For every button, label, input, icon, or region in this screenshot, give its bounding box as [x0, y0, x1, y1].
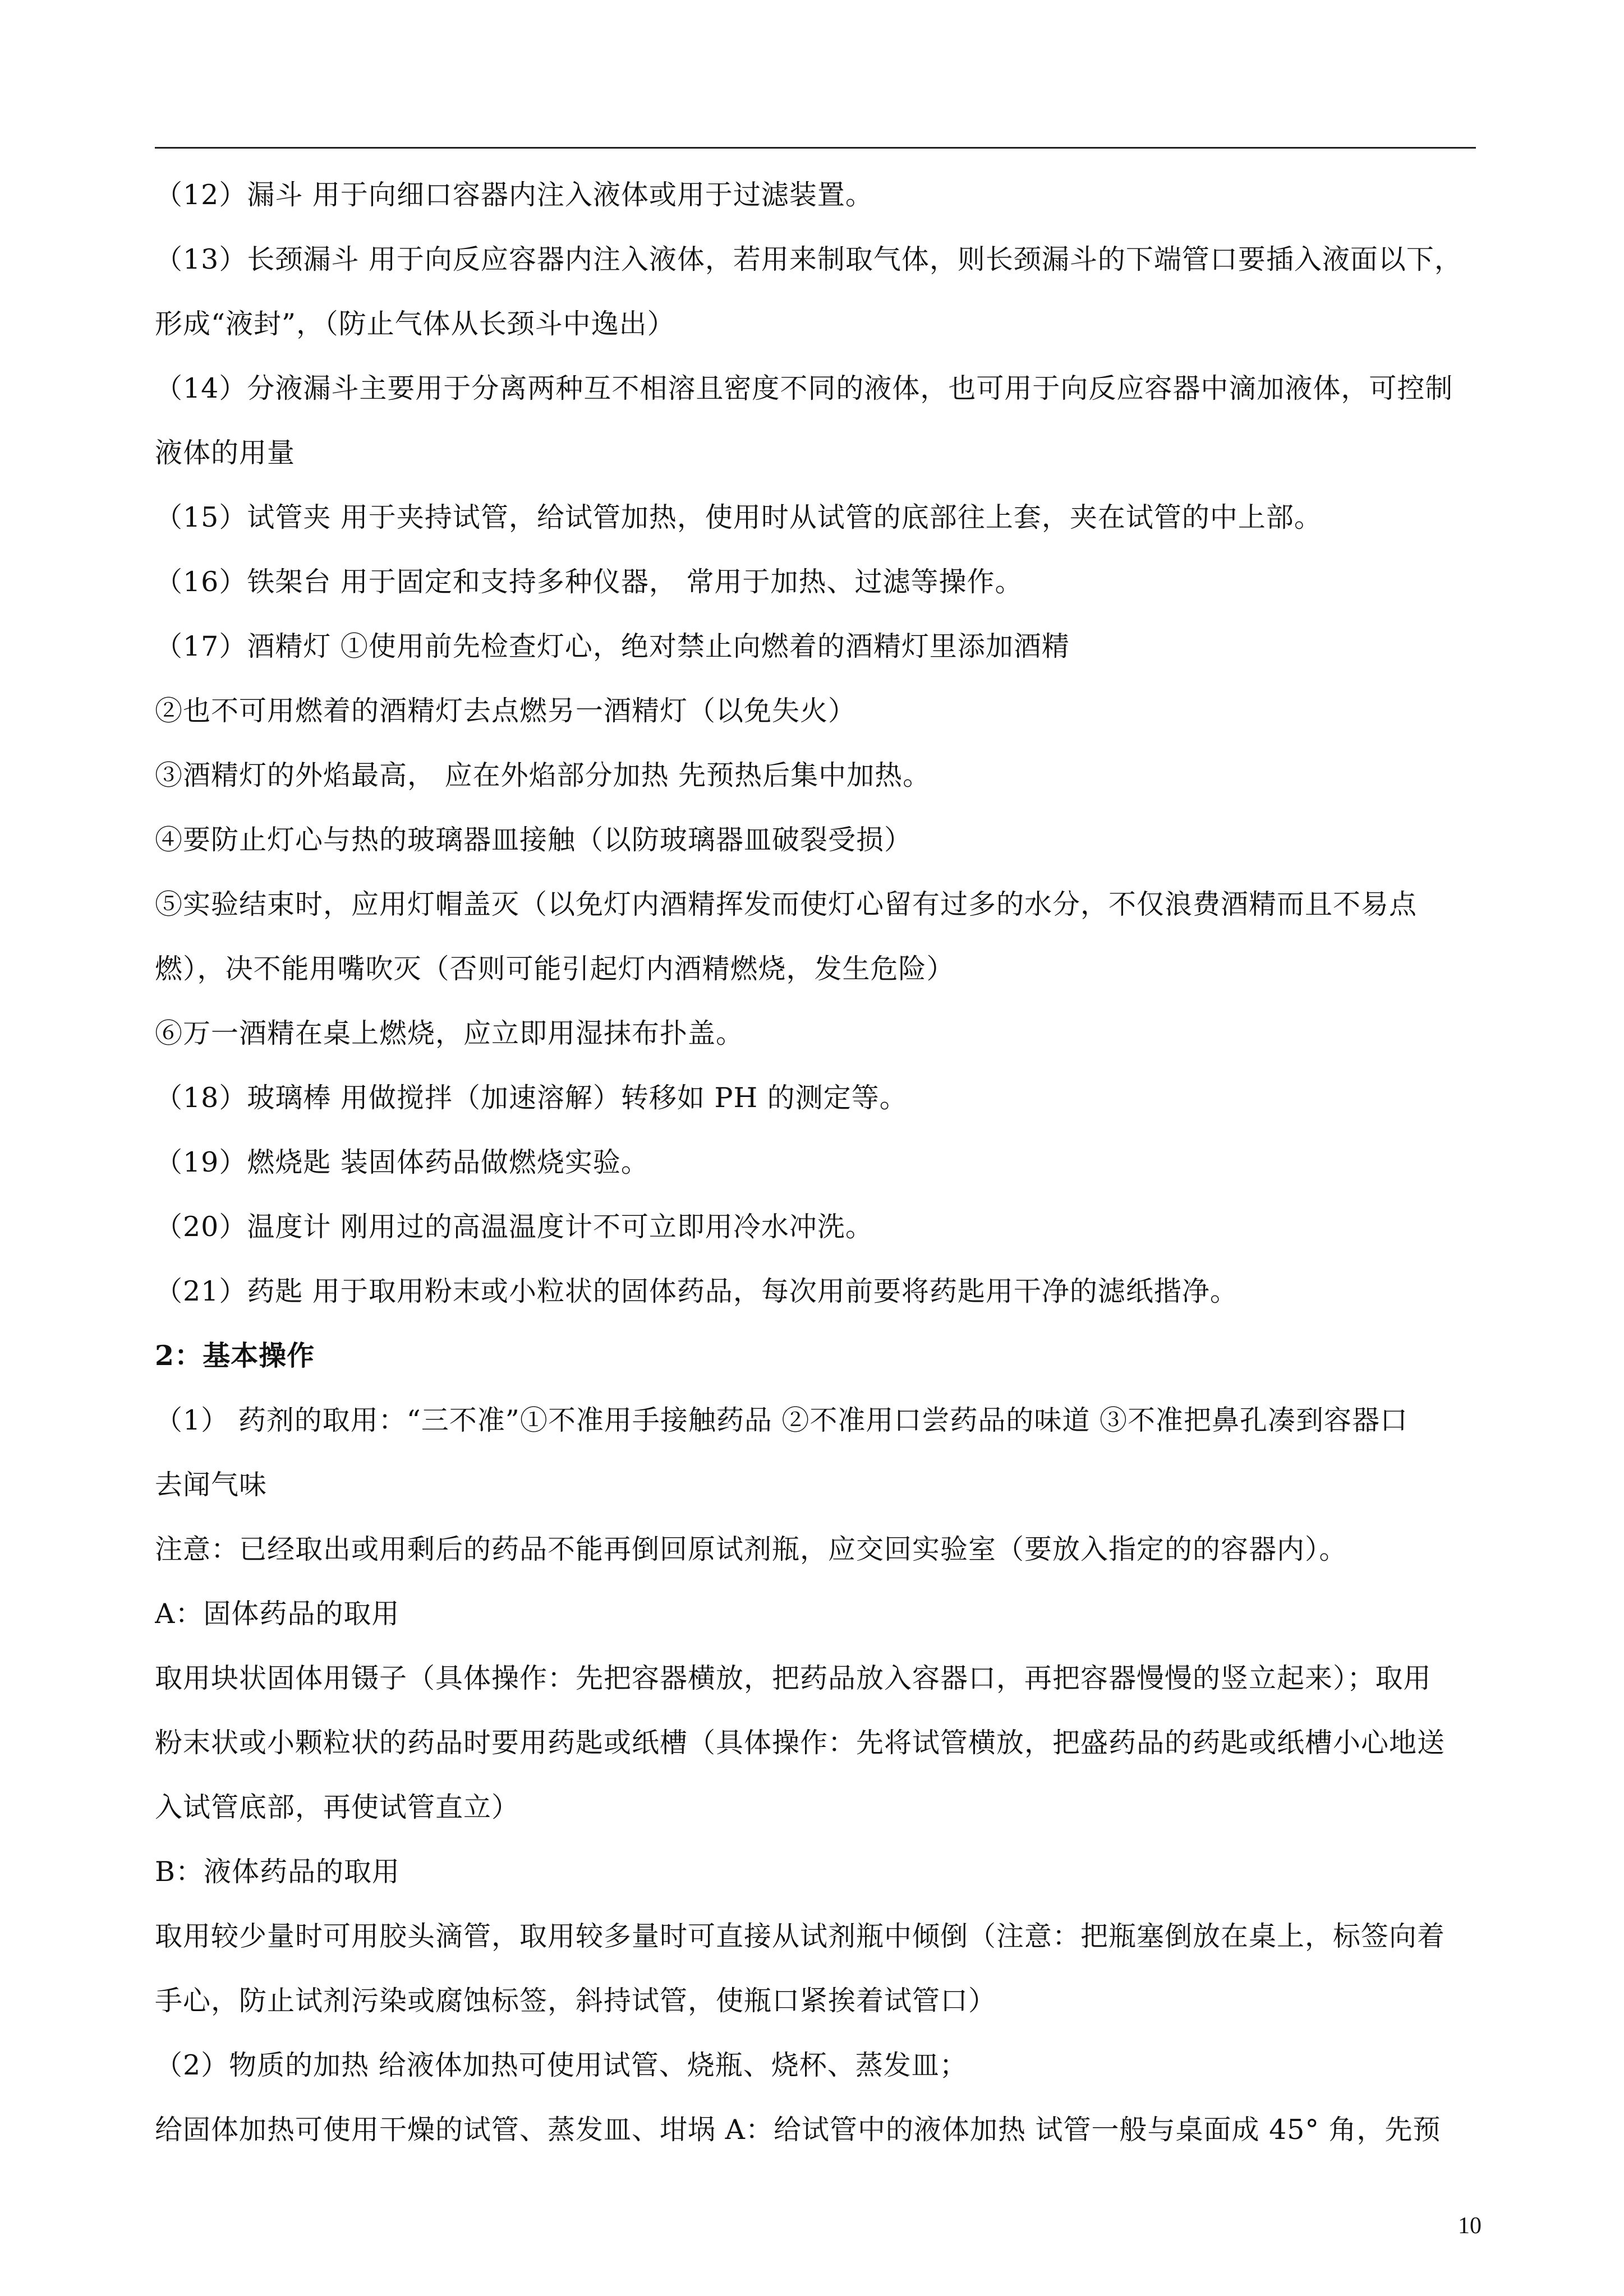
header-rule	[155, 147, 1476, 149]
text-line: 形成“液封”，（防止气体从长颈斗中逸出）	[155, 308, 675, 340]
text-line: （20）温度计 刚用过的高温温度计不可立即用冷水冲洗。	[155, 1211, 873, 1243]
text-line: （15）试管夹 用于夹持试管，给试管加热，使用时从试管的底部往上套，夹在试管的中上部。	[155, 501, 1322, 533]
text-line: （21）药匙 用于取用粉末或小粒状的固体药品，每次用前要将药匙用干净的滤纸揩净。	[155, 1275, 1238, 1307]
text-line: 去闻气味	[155, 1469, 268, 1501]
text-line: ③酒精灯的外焰最高， 应在外焰部分加热 先预热后集中加热。	[155, 759, 931, 791]
text-line: 取用块状固体用镊子（具体操作：先把容器横放，把药品放入容器口，再把容器慢慢的竖立起来）；取用	[155, 1662, 1432, 1694]
text-line: （12）漏斗 用于向细口容器内注入液体或用于过滤装置。	[155, 179, 873, 211]
page-number: 10	[1458, 2213, 1482, 2239]
text-line: 给固体加热可使用干燥的试管、蒸发皿、坩埚 A：给试管中的液体加热 试管一般与桌面成 45° 角，先预	[155, 2114, 1441, 2146]
text-line: 粉末状或小颗粒状的药品时要用药匙或纸槽（具体操作：先将试管横放，把盛药品的药匙或纸槽小心地送	[155, 1727, 1446, 1759]
text-line: 液体的用量	[155, 437, 296, 469]
text-line: （16）铁架台 用于固定和支持多种仪器， 常用于加热、过滤等操作。	[155, 566, 1023, 598]
text-line: （2）物质的加热 给液体加热可使用试管、烧瓶、烧杯、蒸发皿；	[155, 2049, 968, 2081]
text-line: ⑤实验结束时，应用灯帽盖灭（以免灯内酒精挥发而使灯心留有过多的水分，不仅浪费酒精而且不易点	[155, 888, 1418, 920]
text-line: 注意：已经取出或用剩后的药品不能再倒回原试剂瓶，应交回实验室（要放入指定的的容器内）。	[155, 1533, 1347, 1565]
text-line: 燃），决不能用嘴吹灭（否则可能引起灯内酒精燃烧，发生危险）	[155, 953, 955, 985]
text-line: 手心，防止试剂污染或腐蚀标签，斜持试管，使瓶口紧挨着试管口）	[155, 1985, 997, 2017]
text-line: ⑥万一酒精在桌上燃烧，应立即用湿抹布扑盖。	[155, 1017, 744, 1049]
text-line: （19）燃烧匙 装固体药品做燃烧实验。	[155, 1146, 649, 1178]
section-heading: 2：基本操作	[155, 1339, 315, 1372]
text-line: （18）玻璃棒 用做搅拌（加速溶解）转移如 PH 的测定等。	[155, 1082, 908, 1114]
text-line: B：液体药品的取用	[155, 1856, 401, 1888]
text-line: （1） 药剂的取用：“三不准”①不准用手接触药品 ②不准用口尝药品的味道 ③不准把鼻孔凑到容器口	[155, 1404, 1409, 1436]
text-line: ④要防止灯心与热的玻璃器皿接触（以防玻璃器皿破裂受损）	[155, 824, 913, 856]
text-line: 入试管底部，再使试管直立）	[155, 1791, 520, 1823]
text-line: A：固体药品的取用	[155, 1598, 400, 1630]
page-body	[155, 163, 1484, 2162]
text-line: （17）酒精灯 ①使用前先检查灯心，绝对禁止向燃着的酒精灯里添加酒精	[155, 630, 1070, 662]
text-line: ②也不可用燃着的酒精灯去点燃另一酒精灯（以免失火）	[155, 695, 857, 727]
text-line: （13）长颈漏斗 用于向反应容器内注入液体，若用来制取气体，则长颈漏斗的下端管口要插入液面以下，	[155, 243, 1462, 275]
text-line: （14）分液漏斗主要用于分离两种互不相溶且密度不同的液体，也可用于向反应容器中滴加液体，可控制	[155, 372, 1453, 404]
text-line: 取用较少量时可用胶头滴管，取用较多量时可直接从试剂瓶中倾倒（注意：把瓶塞倒放在桌上，标签向着	[155, 1920, 1446, 1952]
